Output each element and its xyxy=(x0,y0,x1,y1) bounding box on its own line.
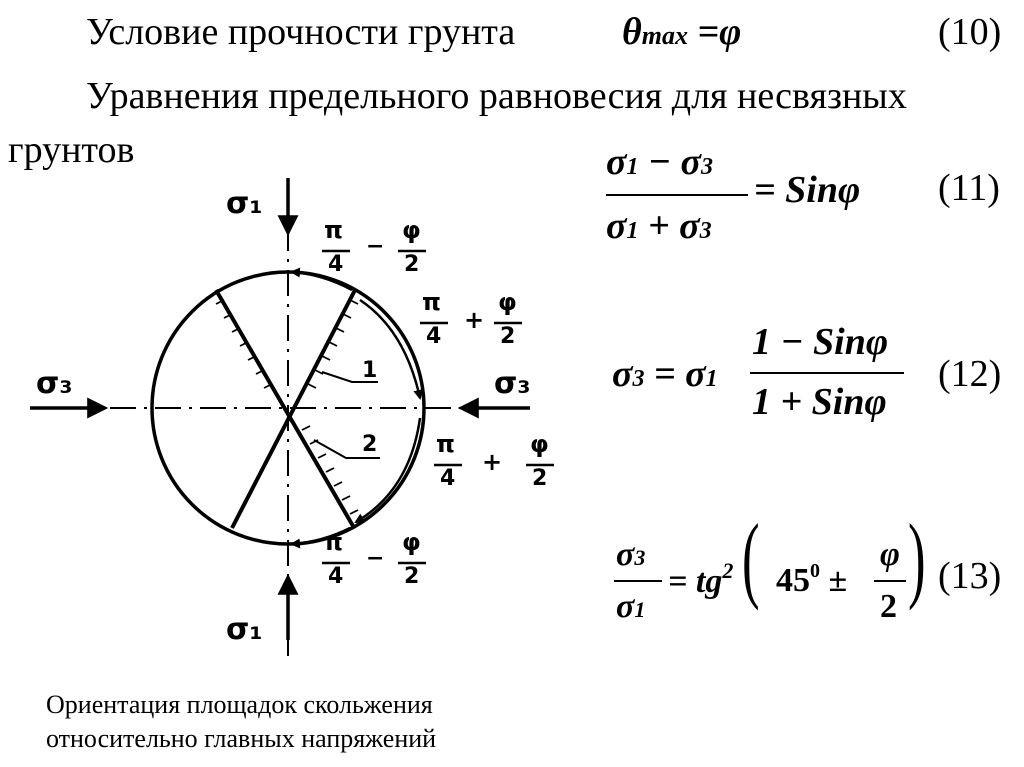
angle-rl-pi: π xyxy=(436,430,455,458)
equation-number-12: (12) xyxy=(938,353,1002,395)
formula-12-numerator: 1 − Sinφ xyxy=(752,321,889,363)
angle-rl-op: + xyxy=(482,448,503,476)
strength-condition-text: Условие прочности грунта xyxy=(86,11,516,53)
angle-bottom-two: 2 xyxy=(404,564,420,589)
slip-line-1-label: 1 xyxy=(362,358,378,383)
formula-11-denominator: σ1 + σ3 xyxy=(606,205,712,247)
sigma1-bottom-label: σ₁ xyxy=(226,612,263,647)
angle-top-two: 2 xyxy=(404,252,420,277)
equation-number-10: (10) xyxy=(938,11,1002,53)
formula-13-frac-den: 2 xyxy=(880,588,897,625)
angle-rl-two: 2 xyxy=(532,466,548,491)
angle-top-op: − xyxy=(366,234,385,259)
angle-ru-pi: π xyxy=(422,288,441,316)
angle-bottom-phi: φ xyxy=(402,528,421,556)
equation-number-11: (11) xyxy=(938,167,1000,209)
sigma1-top-label: σ₁ xyxy=(226,186,263,221)
equations-title-line2: грунтов xyxy=(8,129,135,171)
equations-title-line1: Уравнения предельного равновесия для несвязных xyxy=(86,75,907,117)
angle-bottom-pi: π xyxy=(324,528,343,556)
angle-ru-phi: φ xyxy=(498,288,517,316)
angle-ru-two: 2 xyxy=(500,324,516,349)
formula-13-right-paren: ) xyxy=(908,504,926,611)
phi-symbol: φ xyxy=(719,11,742,53)
formula-13-numerator: σ3 xyxy=(616,536,646,573)
angle-top-phi: φ xyxy=(402,216,421,244)
diagram-caption-line2: относительно главных напряжений xyxy=(46,724,437,753)
equals-sign: = xyxy=(687,11,720,53)
angle-rl-phi: φ xyxy=(530,430,549,458)
angle-ru-four: 4 xyxy=(426,324,442,349)
angle-ru-op: + xyxy=(464,306,485,334)
formula-13-angle: $45^0$ ± xyxy=(776,560,848,599)
formula-11-rhs: = Sinφ xyxy=(754,169,861,211)
angle-bottom-op: − xyxy=(366,546,385,571)
sigma3-right-label: σ₃ xyxy=(494,366,531,401)
angle-rl-four: 4 xyxy=(440,466,456,491)
formula-12-lhs: σ3 = σ1 xyxy=(612,353,718,395)
angle-top-four: 4 xyxy=(328,252,344,277)
formula-13-left-paren: ( xyxy=(742,504,760,611)
formula-13-denominator: σ1 xyxy=(616,588,646,625)
equation-number-13: (13) xyxy=(938,555,1002,597)
angle-bottom-four: 4 xyxy=(328,564,344,589)
formula-13-tg: = $tg^2$ xyxy=(668,558,734,600)
slip-line-2-label: 2 xyxy=(362,432,378,457)
formula-13-frac-num: φ xyxy=(880,536,900,573)
formula-12-denominator: 1 + Sinφ xyxy=(752,381,887,423)
formula-11-numerator: σ1 − σ3 xyxy=(606,141,713,183)
sigma3-left-label: σ₃ xyxy=(36,366,73,401)
diagram-caption-line1: Ориентация площадок скольжения xyxy=(46,690,433,719)
theta-subscript: max xyxy=(641,21,688,50)
theta-symbol: θ xyxy=(622,11,642,53)
angle-top-pi: π xyxy=(324,216,343,244)
